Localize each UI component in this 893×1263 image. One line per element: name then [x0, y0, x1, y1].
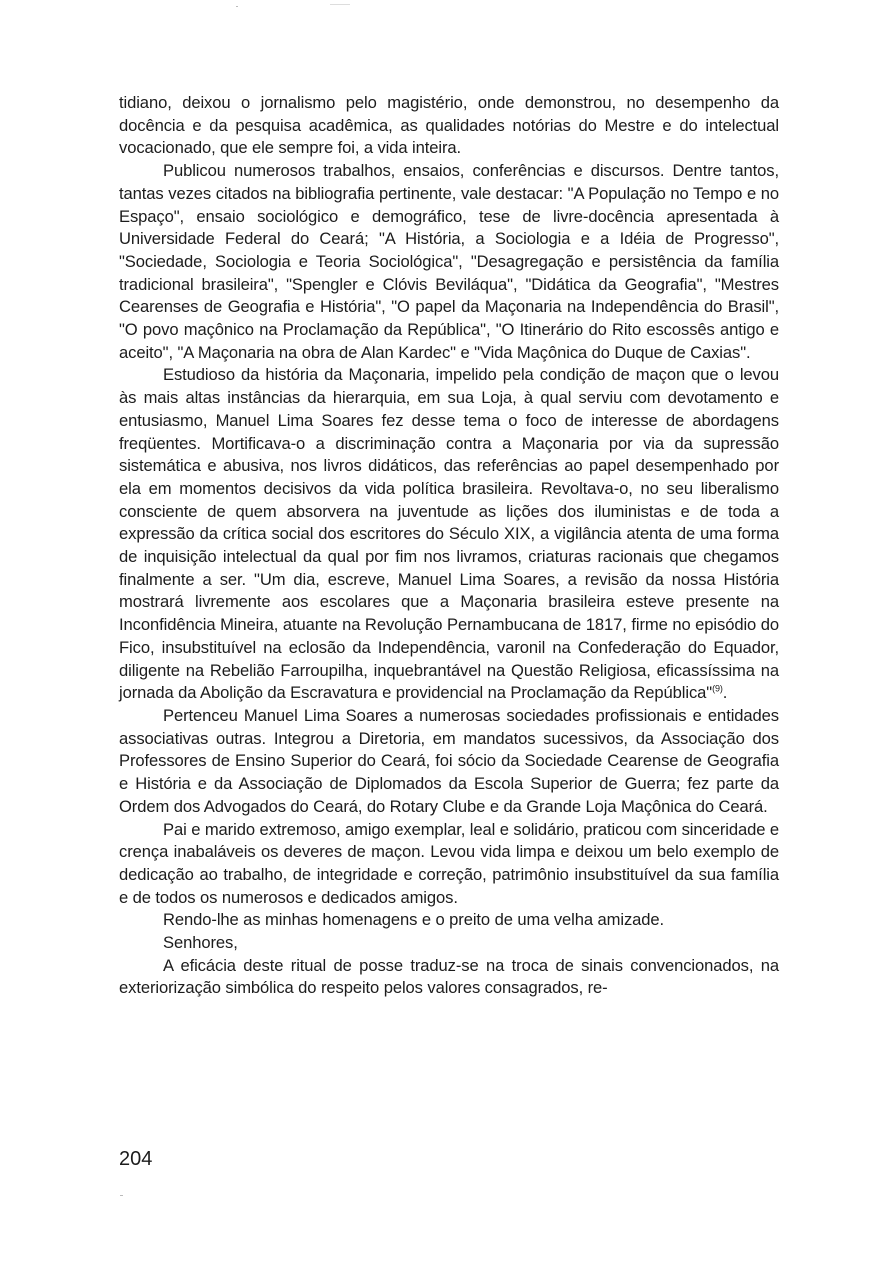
paragraph-masonry-history: [119, 364, 779, 705]
paragraph-associations: Pertenceu Manuel Lima Soares a numerosas sociedades profissionais e entidades associativas outras. Integrou a Diretoria, em mandatos sucessivos, da Associação dos Professores de Ensino Superior do Ceará, foi sócio da Sociedade Cearense de Geografia e História e da Associação de Diplomados da Escola Superior de Guerra; fez parte da Ordem dos Advogados do Ceará, do Rotary Clube e da Grande Loja Maçônica do Ceará.: [119, 705, 779, 816]
footnote-tail: .: [722, 683, 728, 703]
paragraph-publications: Publicou numerosos trabalhos, ensaios, conferências e discursos. Dentre tantos, tantas vezes citados na bibliografia pertinente, vale destacar: "A População no Tempo e no Espaço", ensaio sociológico e demográfico, tese de livre-docência apresentada à Universidade Federal do Ceará; "A História, a Sociologia e a Idéia de Progresso", "Sociedade, Sociologia e Teoria Sociológica", "Desagregação e persistência da família tradicional brasileira", "Spengler e Clóvis Beviláqua", "Didática da Geografia", "Mestres Cearenses de Geografia e História", "O papel da Maçonaria na Independência do Brasil", "O povo maçônico na Proclamação da República", "O Itinerário do Rito escossês antigo e aceito", "A Maçonaria na obra de Alan Kardec" e "Vida Maçônica do Duque de Caxias".: [119, 161, 779, 362]
paragraph-masonry-history-text: Estudioso da história da Maçonaria, impelido pela condição de maçon que o levou às mais altas instâncias da hierarquia, em sua Loja, à qual serviu com devotamento e entusiasmo, Manuel Lima Soares fez desse tema o foco de interesse de abordagens freqüentes. Mortificava-o a discriminação contra a Maçonaria por via da supressão sistemática e abusiva, nos livros didáticos, das referências ao papel desempenhado por ela em momentos decisivos da vida política brasileira. Revoltava-o, no seu liberalismo consciente de quem absorvera na juventude as lições dos iluministas e de toda a expressão da crítica social dos escritores do Século XIX, a vigilância atenta de uma forma de inquisição intelectual da qual por fim nos livramos, criaturas racionais que chegamos finalmente a ser. "Um dia, escreve, Manuel Lima Soares, a revisão da nossa História mostrará livremente aos escolares que a Maçonaria brasileira esteve presente na Inconfidência Mineira, atuante na Revolução Pernambucana de 1817, firme no episódio do Fico, insubstituível na eclosão da Independência, varonil na Confederação do Equador, diligente na Rebelião Farroupilha, inquebrantável na Questão Religiosa, eficassíssima na jornada da Abolição da Escravatura e providencial na Proclamação da República": [119, 365, 779, 703]
footnote-marker: (9): [712, 683, 723, 694]
paragraph-character: Pai e marido extremoso, amigo exemplar, leal e solidário, praticou com sinceridade e crença inabaláveis os deveres de maçon. Levou vida limpa e deixou um belo exemplo de dedicação ao trabalho, de integridade e correção, patrimônio insubstituível da sua família e de todos os numerosos e dedicados amigos.: [119, 819, 780, 907]
scan-speck: [330, 4, 350, 5]
paragraph-continuation: tidiano, deixou o jornalismo pelo magistério, onde demonstrou, no desempenho da docência e da pesquisa acadêmica, as qualidades notórias do Mestre e do intelectual vocacionado, que ele sempre foi, a vida inteira.: [119, 93, 779, 158]
body-text: [119, 92, 779, 1000]
paragraph-address: Senhores,: [163, 933, 238, 953]
page-number: 204: [119, 1148, 153, 1170]
scan-speck: [120, 1195, 123, 1196]
scan-speck: [236, 6, 238, 7]
paragraph-ritual: A eficácia deste ritual de posse traduz-se na troca de sinais convencionados, na exteriorização simbólica do respeito pelos valores consagrados, re-: [119, 955, 779, 998]
paragraph-homage: Rendo-lhe as minhas homenagens e o preito de uma velha amizade.: [163, 910, 665, 930]
